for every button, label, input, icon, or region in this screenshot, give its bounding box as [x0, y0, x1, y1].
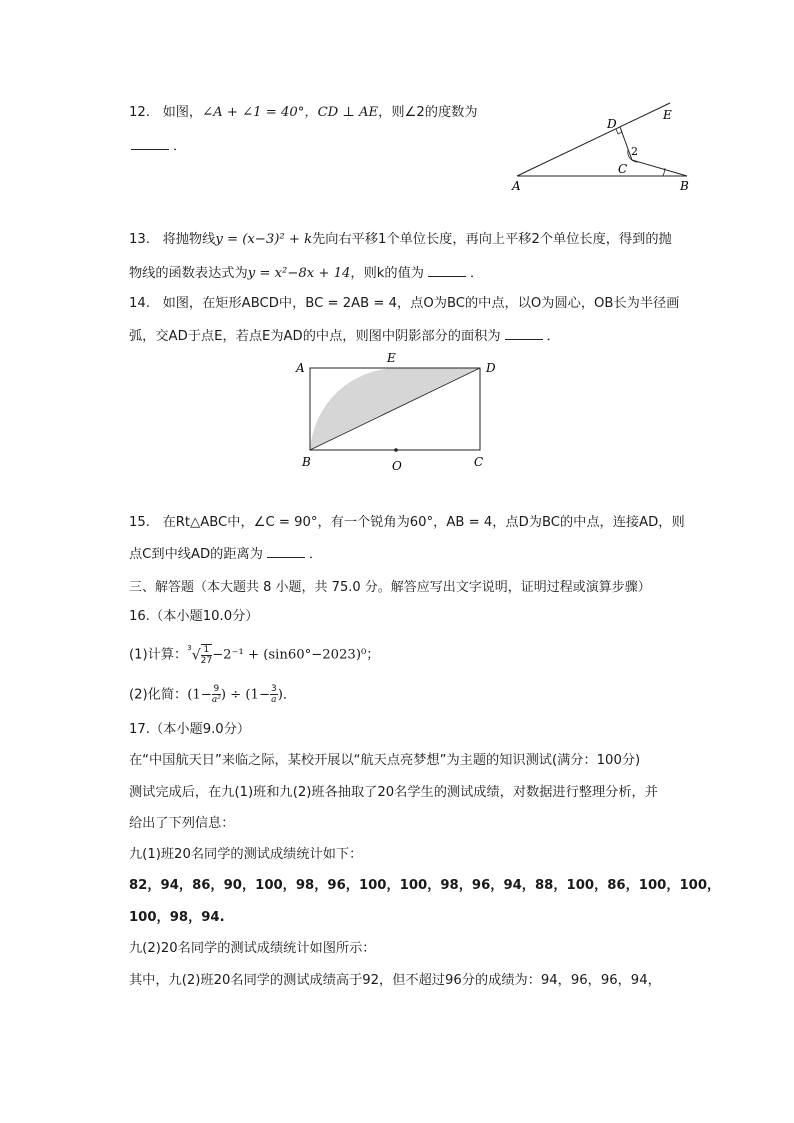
- q16-part1-rest: −2⁻¹ + (sin60°−2023)⁰；: [212, 647, 380, 663]
- section3-heading: 三、解答题（本大题共 8 小题，共 75.0 分。解答应写出文字说明，证明过程或演算步骤）: [129, 580, 651, 595]
- q16-f2-den: a: [271, 695, 277, 705]
- q13-line1-post: 先向右平移1个单位长度，再向上平移2个单位长度，得到的抛: [312, 232, 672, 247]
- q15-answer-blank[interactable]: [267, 545, 305, 558]
- q14-figure: [290, 348, 510, 478]
- q17-para2: 测试完成后，在九(1)班和九(2)班各抽取了20名学生的测试成绩，对数据进行整理分析，并: [129, 785, 658, 800]
- q13-line1: [129, 231, 672, 249]
- q16-part2-b: ) ÷ (1−: [220, 687, 270, 703]
- q16-part2: [129, 684, 296, 705]
- q17-scores-line2: 100，98，94.: [129, 910, 225, 925]
- q13-line1-pre: 将抛物线: [162, 232, 216, 247]
- q14-label-c: C: [474, 455, 484, 469]
- q12-label-angle2: 2: [631, 145, 638, 158]
- q17-para1: 在“中国航天日”来临之际，某校开展以“航天点亮梦想”为主题的知识测试(满分：100分): [129, 753, 641, 768]
- q14-line1-text: 如图，在矩形ABCD中，BC = 2AB = 4，点O为BC的中点，以O为圆心，OB长为半径画: [162, 296, 680, 311]
- q16-part2-a: (1−: [187, 687, 212, 703]
- q16-root-index: 3: [187, 644, 192, 652]
- q13-line2-pre: 物线的函数表达式为: [129, 266, 248, 281]
- q17-class1-title: 九(1)班20名同学的测试成绩统计如下：: [129, 847, 363, 862]
- q14-tail: ．: [546, 329, 560, 344]
- q16-part1: [129, 643, 379, 666]
- q15-number: 15.: [129, 515, 150, 530]
- q14-label-d: D: [486, 361, 496, 375]
- q12-tail: ．: [173, 139, 187, 154]
- q12-condition: ∠A + ∠1 = 40°，CD ⊥ AE: [202, 105, 379, 120]
- q15-line2: [129, 545, 322, 564]
- q12-label-a: A: [512, 179, 521, 193]
- q17-scores-line1: 82，94，86，90，100，98，96，100，100，98，96，94，88，100，86，100，100，: [129, 878, 721, 893]
- q14-line2-text: 弧，交AD于点E，若点E为AD的中点，则图中阴影部分的面积为: [129, 329, 501, 344]
- q14-line2: [129, 327, 560, 346]
- q16-header: 16.（本小题10.0分）: [129, 609, 259, 624]
- q16-part1-label: (1)计算：: [129, 647, 188, 663]
- q14-label-a: A: [296, 361, 305, 375]
- q17-class2-line: 其中，九(2)班20名同学的测试成绩高于92，但不超过96分的成绩为：94，96，96，94，: [129, 973, 661, 988]
- q14-line1: [129, 295, 679, 313]
- q12-text-pre: 如图，: [162, 105, 203, 120]
- q12-line-cb: [632, 160, 687, 176]
- q12-line2: [129, 137, 186, 156]
- q13-line2: [129, 264, 483, 283]
- q15-line1: [129, 514, 685, 532]
- q12-line-ae: [517, 103, 670, 176]
- q15-line1-text: 在Rt△ABC中，∠C = 90°，有一个锐角为60°，AB = 4，点D为BC的中点，连接AD，则: [162, 515, 685, 530]
- q16-cube-root: $^3$√ $\frac{1}{27}$: [187, 644, 213, 667]
- q12-label-b: B: [680, 179, 689, 193]
- q16-part2-label: (2)化简：: [129, 687, 188, 703]
- q12-label-c: C: [618, 162, 628, 176]
- q13-number: 13.: [129, 232, 150, 247]
- q17-header: 17.（本小题9.0分）: [129, 722, 251, 737]
- q13-line2-math: y = x²−8x + 14: [247, 266, 351, 281]
- q13-line2-post: ，则k的值为: [350, 266, 424, 281]
- q17-para3: 给出了下列信息：: [129, 816, 235, 831]
- q14-label-o: O: [392, 459, 402, 473]
- q12-answer-blank[interactable]: [131, 137, 169, 150]
- q16-frac-den: 27: [200, 656, 213, 667]
- q16-frac-num: 1: [201, 645, 212, 656]
- q15-line2-text: 点C到中线AD的距离为: [129, 547, 263, 562]
- q12-line1: [129, 104, 478, 122]
- q14-number: 14.: [129, 296, 150, 311]
- q14-label-e: E: [387, 351, 396, 365]
- q15-tail: ．: [308, 547, 323, 562]
- q12-figure: [505, 98, 705, 198]
- q13-answer-blank[interactable]: [428, 264, 466, 277]
- q13-tail: ．: [469, 266, 484, 281]
- q16-part2-c: )．: [277, 687, 297, 703]
- q12-label-d: D: [607, 117, 617, 131]
- q16-f1-den: a²: [211, 695, 221, 705]
- q16-f1-num: 9: [213, 684, 220, 694]
- q12-number: 12.: [129, 105, 150, 120]
- q12-label-e: E: [663, 108, 672, 122]
- q12-text-post: ，则∠2的度数为: [378, 105, 478, 120]
- q14-answer-blank[interactable]: [505, 327, 543, 340]
- q14-point-o: [394, 448, 398, 452]
- q17-class2-title: 九(2)20名同学的测试成绩统计如图所示：: [129, 941, 376, 956]
- q14-label-b: B: [302, 455, 311, 469]
- q16-f2-num: 3: [271, 684, 277, 694]
- q13-line1-math: y = (x−3)² + k: [215, 232, 313, 247]
